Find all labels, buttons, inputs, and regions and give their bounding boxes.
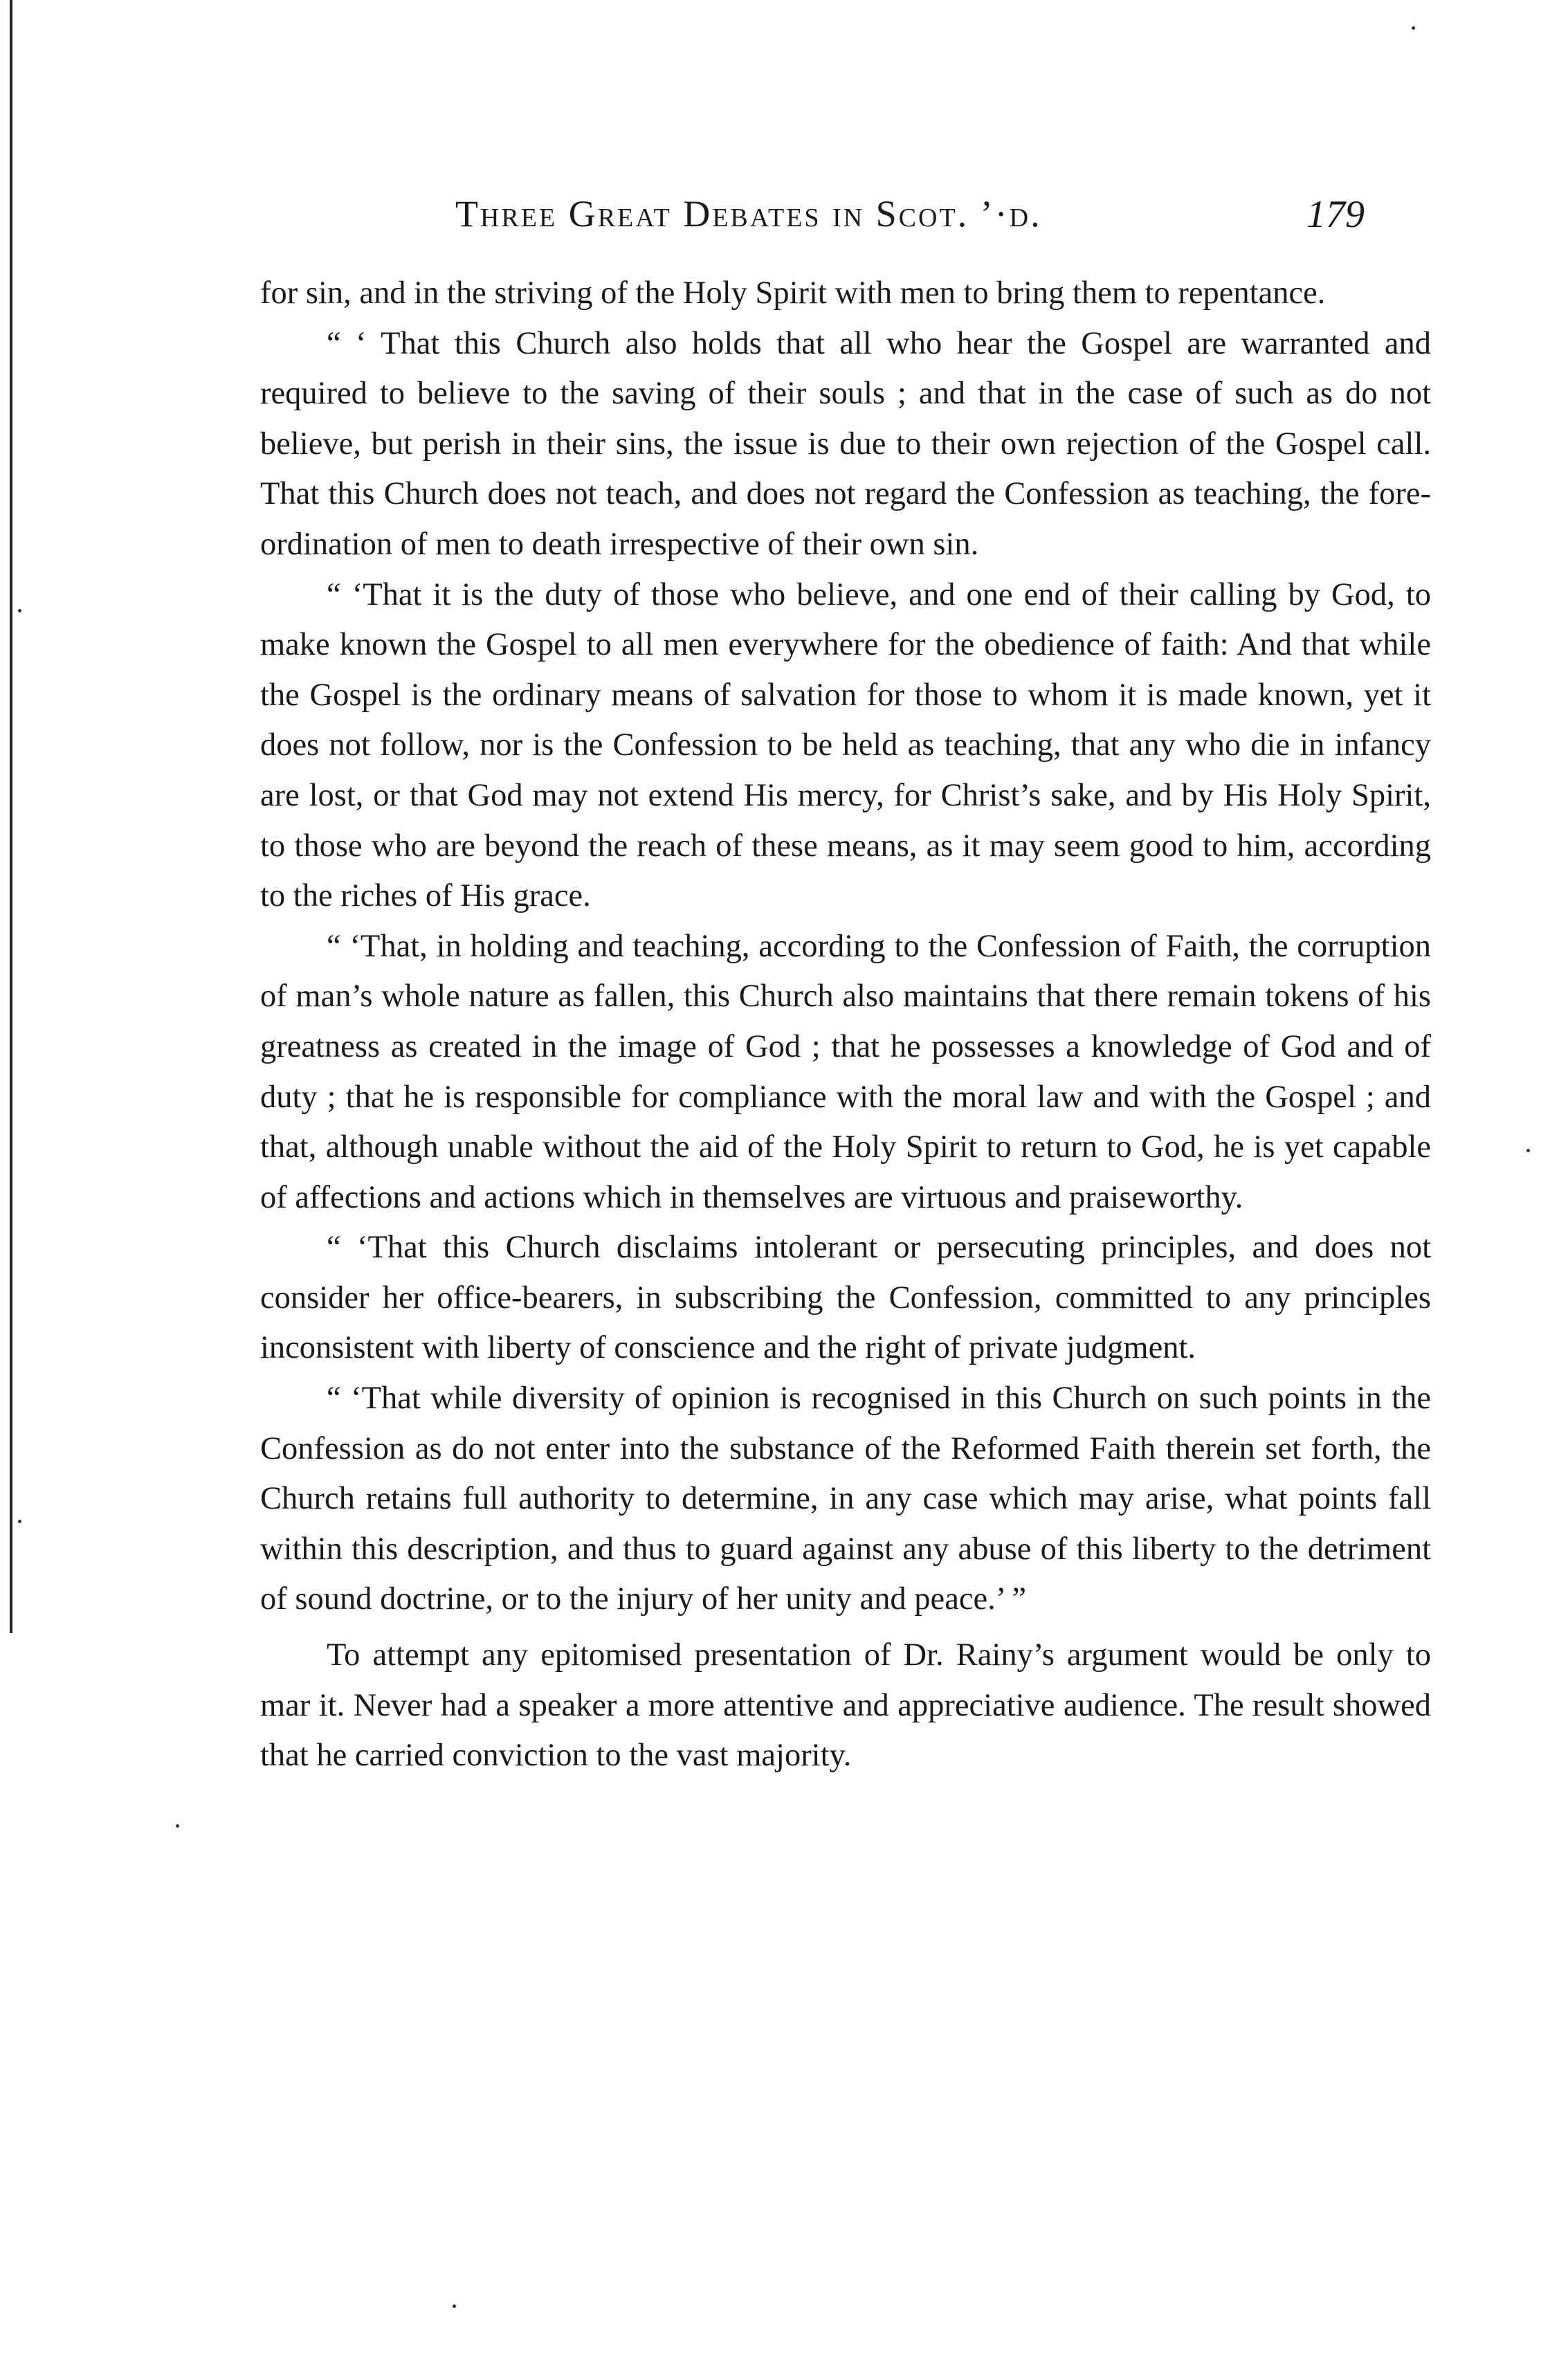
running-head: [0, 192, 1412, 248]
print-speck: [176, 1824, 179, 1828]
paragraph-quote: “ ‘That it is the duty of those who believe, and one end of their calling by God, to make known the Gospel to all men everywhere for the obedience of faith: And that while the Gospel is the ordinary means of salvation for those to whom it is made known, yet it does not follow, nor is the Confession to be held as teaching, that any who die in infancy are lost, or that God may not extend His mercy, for Christ’s sake, and by His Holy Spirit, to those who are beyond the reach of these means, as it may seem good to him, according to the riches of His grace.: [260, 576, 1431, 914]
print-speck: [453, 2304, 456, 2308]
paragraph-quote: “ ‘That while diversity of opinion is recognised in this Church on such points in the Confession as do not enter into the substance of the Reformed Faith therein set forth, the Church retains full authority to determine, in any case which may arise, what points fall within this description, and thus to guard against any abuse of this liberty to the detriment of sound doctrine, or to the injury of her unity and peace.’ ”: [260, 1381, 1431, 1617]
print-speck: [18, 609, 21, 612]
paragraph-conclusion: To attempt any epitomised presentation of Dr. Rainy’s argument would be only to mar it. Never had a speaker a more attentive and appreciative audience. The result showed that he carried conviction to the vast majority.: [260, 1637, 1431, 1774]
running-title: Three Great Debates in Scot. ’·d.: [455, 193, 1042, 235]
print-speck: [1412, 26, 1415, 30]
print-speck: [18, 1520, 21, 1523]
print-speck: [1526, 1149, 1530, 1152]
paragraph-quote: “ ‘ That this Church also holds that all who hear the Gospel are warranted and required to believe to the saving of their souls ; and that in the case of such as do not believe, but perish in their sins, the issue is due to their own rejection of the Gospel call. That this Church does not teach, and does not regard the Confession as teaching, the fore-ordination of men to death irrespective of their own sin.: [260, 325, 1431, 562]
paragraph-continuation: for sin, and in the striving of the Holy Spirit with men to bring them to repentance.: [260, 275, 1326, 311]
body-text: [260, 269, 1431, 1781]
page-number: 179: [1306, 193, 1365, 236]
paragraph-quote: “ ‘That, in holding and teaching, according to the Confession of Faith, the corruption of man’s whole nature as fallen, this Church also maintains that there remain tokens of his greatness as created in the image of God ; that he possesses a knowledge of God and of duty ; that he is responsible for compliance with the moral law and with the Gospel ; and that, although unable without the aid of the Holy Spirit to return to God, he is yet capable of affections and actions which in themselves are virtuous and praiseworthy.: [260, 928, 1431, 1215]
paragraph-quote: “ ‘That this Church disclaims intolerant or persecuting principles, and does not consider her office-bearers, in subscribing the Confession, committed to any principles inconsistent with liberty of conscience and the right of private judgment.: [260, 1230, 1431, 1366]
